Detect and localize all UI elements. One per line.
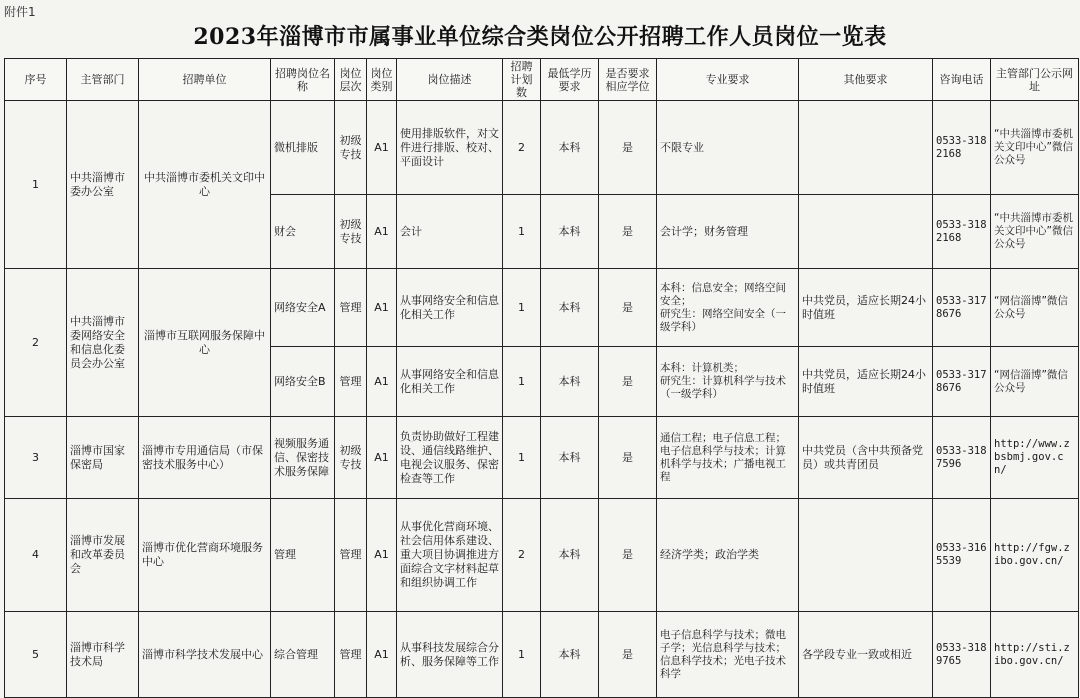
cell-phone: 0533-3178676 (933, 269, 991, 347)
cell-edu: 本科 (541, 612, 599, 698)
cell-no: 4 (5, 499, 67, 612)
header-edu: 最低学历要求 (541, 59, 599, 101)
cell-major: 本科：信息安全；网络空间安全； 研究生：网络空间安全（一级学科） (657, 269, 799, 347)
cell-category: A1 (367, 101, 397, 195)
header-major: 专业要求 (657, 59, 799, 101)
cell-website: http://sti.zibo.gov.cn/ (991, 612, 1079, 698)
header-post: 招聘岗位名称 (271, 59, 335, 101)
cell-level: 管理 (335, 499, 367, 612)
cell-no: 3 (5, 417, 67, 499)
cell-major: 经济学类；政治学类 (657, 499, 799, 612)
cell-phone: 0533-3187596 (933, 417, 991, 499)
cell-phone: 0533-3189765 (933, 612, 991, 698)
cell-degree: 是 (599, 499, 657, 612)
cell-level: 初级专技 (335, 101, 367, 195)
cell-website: “网信淄博”微信公众号 (991, 347, 1079, 417)
cell-other: 各学段专业一致或相近 (799, 612, 933, 698)
cell-post: 网络安全A (271, 269, 335, 347)
cell-dept: 中共淄博市委网络安全和信息化委员会办公室 (67, 269, 139, 417)
cell-level: 管理 (335, 612, 367, 698)
cell-no: 5 (5, 612, 67, 698)
cell-phone: 0533-3165539 (933, 499, 991, 612)
cell-other (799, 101, 933, 195)
cell-no: 2 (5, 269, 67, 417)
cell-other (799, 499, 933, 612)
table-row (5, 499, 1079, 612)
cell-phone: 0533-3182168 (933, 195, 991, 269)
cell-other: 中共党员，适应长期24小时值班 (799, 347, 933, 417)
page-title: 2023年淄博市市属事业单位综合类岗位公开招聘工作人员岗位一览表 (193, 24, 887, 50)
cell-dept: 淄博市国家保密局 (67, 417, 139, 499)
cell-desc: 会计 (397, 195, 503, 269)
cell-level: 管理 (335, 269, 367, 347)
cell-count: 1 (503, 269, 541, 347)
cell-edu: 本科 (541, 347, 599, 417)
cell-category: A1 (367, 417, 397, 499)
cell-phone: 0533-3182168 (933, 101, 991, 195)
cell-dept: 淄博市发展和改革委员会 (67, 499, 139, 612)
header-row (5, 59, 1079, 101)
cell-degree: 是 (599, 347, 657, 417)
cell-level: 初级专技 (335, 195, 367, 269)
header-count: 招聘计划数 (503, 59, 541, 101)
cell-count: 1 (503, 612, 541, 698)
attachment-label: 附件1 (4, 5, 36, 19)
cell-post: 管理 (271, 499, 335, 612)
cell-major: 不限专业 (657, 101, 799, 195)
cell-post: 网络安全B (271, 347, 335, 417)
cell-edu: 本科 (541, 417, 599, 499)
cell-unit: 淄博市优化营商环境服务中心 (139, 499, 271, 612)
cell-degree: 是 (599, 195, 657, 269)
table-row (5, 417, 1079, 499)
cell-unit: 中共淄博市委机关文印中心 (139, 101, 271, 269)
header-phone: 咨询电话 (933, 59, 991, 101)
cell-edu: 本科 (541, 101, 599, 195)
cell-edu: 本科 (541, 499, 599, 612)
cell-count: 2 (503, 101, 541, 195)
cell-major: 会计学；财务管理 (657, 195, 799, 269)
cell-edu: 本科 (541, 269, 599, 347)
cell-desc: 从事科技发展综合分析、服务保障等工作 (397, 612, 503, 698)
header-unit: 招聘单位 (139, 59, 271, 101)
cell-website: http://www.zbsbmj.gov.cn/ (991, 417, 1079, 499)
cell-dept: 中共淄博市委办公室 (67, 101, 139, 269)
cell-website: “网信淄博”微信公众号 (991, 269, 1079, 347)
header-degree: 是否要求相应学位 (599, 59, 657, 101)
table-row (5, 612, 1079, 698)
cell-edu: 本科 (541, 195, 599, 269)
cell-category: A1 (367, 269, 397, 347)
cell-desc: 从事优化营商环境、社会信用体系建设、重大项目协调推进方面综合文字材料起草和组织协调工作 (397, 499, 503, 612)
cell-post: 财会 (271, 195, 335, 269)
header-level: 岗位层次 (335, 59, 367, 101)
cell-website: http://fgw.zibo.gov.cn/ (991, 499, 1079, 612)
cell-desc: 使用排版软件，对文件进行排版、校对、平面设计 (397, 101, 503, 195)
header-no: 序号 (5, 59, 67, 101)
positions-table (4, 58, 1079, 698)
cell-post: 微机排版 (271, 101, 335, 195)
cell-dept: 淄博市科学技术局 (67, 612, 139, 698)
cell-unit: 淄博市互联网服务保障中心 (139, 269, 271, 417)
cell-degree: 是 (599, 269, 657, 347)
header-category: 岗位类别 (367, 59, 397, 101)
cell-other (799, 195, 933, 269)
table-row (5, 101, 1079, 195)
cell-degree: 是 (599, 612, 657, 698)
cell-level: 管理 (335, 347, 367, 417)
cell-website: “中共淄博市委机关文印中心”微信公众号 (991, 101, 1079, 195)
cell-major: 电子信息科学与技术；微电子学；光信息科学与技术；信息科学技术；光电子技术科学 (657, 612, 799, 698)
cell-desc: 负责协助做好工程建设、通信线路维护、电视会议服务、保密检查等工作 (397, 417, 503, 499)
cell-count: 1 (503, 195, 541, 269)
cell-desc: 从事网络安全和信息化相关工作 (397, 269, 503, 347)
cell-count: 2 (503, 499, 541, 612)
cell-unit: 淄博市科学技术发展中心 (139, 612, 271, 698)
cell-other: 中共党员（含中共预备党员）或共青团员 (799, 417, 933, 499)
cell-category: A1 (367, 347, 397, 417)
header-other: 其他要求 (799, 59, 933, 101)
cell-major: 通信工程；电子信息工程；电子信息科学与技术；计算机科学与技术；广播电视工程 (657, 417, 799, 499)
cell-category: A1 (367, 612, 397, 698)
cell-website: “中共淄博市委机关文印中心”微信公众号 (991, 195, 1079, 269)
cell-desc: 从事网络安全和信息化相关工作 (397, 347, 503, 417)
header-desc: 岗位描述 (397, 59, 503, 101)
cell-no: 1 (5, 101, 67, 269)
cell-category: A1 (367, 195, 397, 269)
cell-other: 中共党员，适应长期24小时值班 (799, 269, 933, 347)
header-dept: 主管部门 (67, 59, 139, 101)
cell-unit: 淄博市专用通信局（市保密技术服务中心） (139, 417, 271, 499)
cell-category: A1 (367, 499, 397, 612)
cell-major: 本科：计算机类； 研究生：计算机科学与技术（一级学科） (657, 347, 799, 417)
cell-count: 1 (503, 417, 541, 499)
cell-degree: 是 (599, 101, 657, 195)
header-website: 主管部门公示网址 (991, 59, 1079, 101)
cell-phone: 0533-3178676 (933, 347, 991, 417)
cell-degree: 是 (599, 417, 657, 499)
table-row (5, 269, 1079, 347)
cell-level: 初级专技 (335, 417, 367, 499)
cell-post: 综合管理 (271, 612, 335, 698)
cell-post: 视频服务通信、保密技术服务保障 (271, 417, 335, 499)
cell-count: 1 (503, 347, 541, 417)
